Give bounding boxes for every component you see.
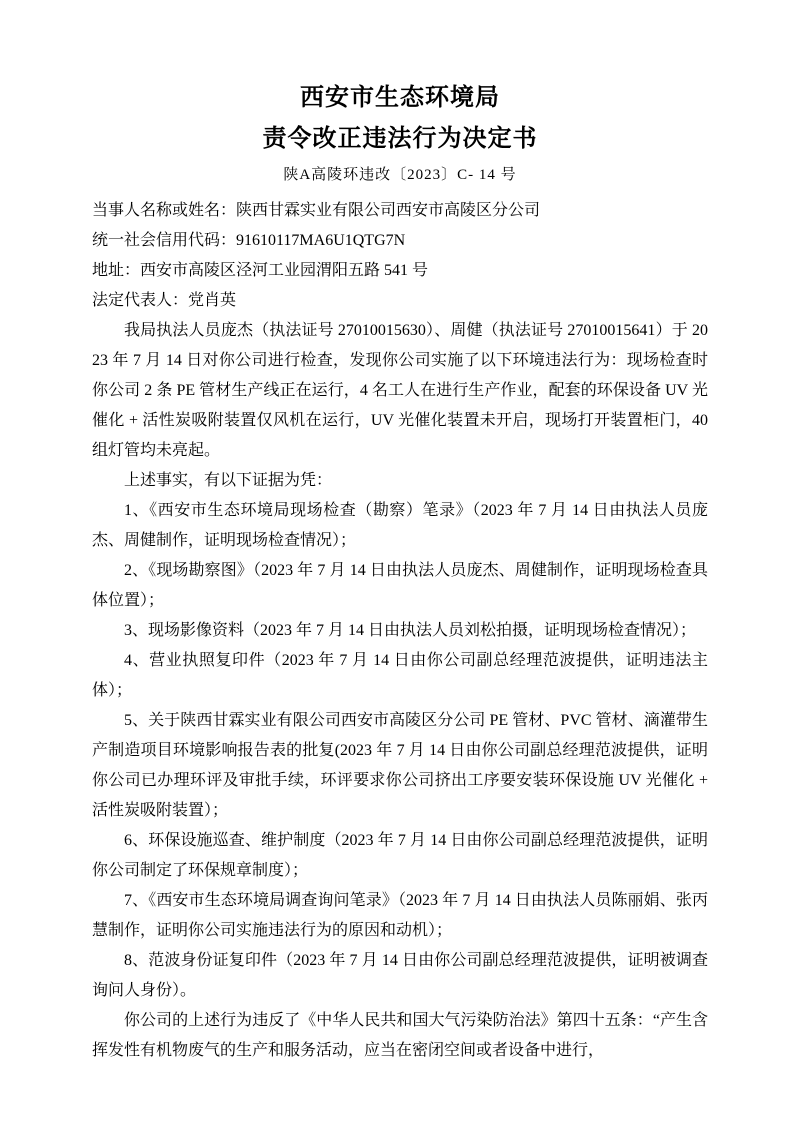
evidence-item-5: 5、关于陕西甘霖实业有限公司西安市高陵区分公司 PE 管材、PVC 管材、滴灌带生产制造项目环境影响报告表的批复(2023 年 7 月 14 日由你公司副总经理范波提供，证明你公司已办理环评及审批手续，环评要求你公司挤出工序要安装环保设施 UV 光催化 + 活性炭吸附装置）； bbox=[92, 712, 708, 819]
document-type-title: 责令改正违法行为决定书 bbox=[262, 125, 538, 152]
violation-statement-paragraph: 你公司的上述行为违反了《中华人民共和国大气污染防治法》第四十五条：“产生含挥发性有机物废气的生产和服务活动，应当在密闭空间或者设备中进行， bbox=[92, 1012, 708, 1059]
evidence-item-6: 6、环保设施巡查、维护制度（2023 年 7 月 14 日由你公司副总经理范波提供，证明你公司制定了环保规章制度）； bbox=[92, 832, 708, 879]
credit-code-line: 统一社会信用代码：91610117MA6U1QTG7N bbox=[92, 232, 406, 249]
inspection-findings-paragraph: 我局执法人员庞杰（执法证号 27010015630）、周健（执法证号 27010015641）于 2023 年 7 月 14 日对你公司进行检查，发现你公司实施了以下环境违法行为：现场检查时你公司 2 条 PE 管材生产线正在运行，4 名工人在进行生产作业，配套的环保设备 UV 光催化 + 活性炭吸附装置仅风机在运行，UV 光催化装置未开启，现场打开装置柜门，40 组灯管均未亮起。 bbox=[92, 322, 708, 459]
address-line: 地址：西安市高陵区泾河工业园渭阳五路 541 号 bbox=[92, 262, 429, 279]
evidence-item-2: 2、《现场勘察图》（2023 年 7 月 14 日由执法人员庞杰、周健制作，证明现场检查具体位置）； bbox=[92, 562, 708, 609]
evidence-item-8: 8、范波身份证复印件（2023 年 7 月 14 日由你公司副总经理范波提供，证明被调查询问人身份）。 bbox=[92, 952, 708, 999]
document-number: 陕A高陵环违改〔2023〕C- 14 号 bbox=[283, 167, 517, 183]
evidence-item-4: 4、营业执照复印件（2023 年 7 月 14 日由你公司副总经理范波提供，证明违法主体）； bbox=[92, 652, 708, 699]
evidence-item-7: 7、《西安市生态环境局调查询问笔录》（2023 年 7 月 14 日由执法人员陈丽娟、张丙慧制作，证明你公司实施违法行为的原因和动机）； bbox=[92, 892, 708, 939]
title-block bbox=[92, 86, 708, 151]
evidence-item-1: 1、《西安市生态环境局现场检查（勘察）笔录》（2023 年 7 月 14 日由执法人员庞杰、周健制作，证明现场检查情况）； bbox=[92, 502, 708, 549]
evidence-intro-line: 上述事实，有以下证据为凭： bbox=[124, 472, 333, 489]
party-name-line: 当事人名称或姓名：陕西甘霖实业有限公司西安市高陵区分公司 bbox=[92, 202, 541, 219]
document-body bbox=[92, 196, 708, 1066]
agency-title: 西安市生态环境局 bbox=[300, 84, 500, 111]
evidence-item-3: 3、现场影像资料（2023 年 7 月 14 日由执法人员刘松拍摄，证明现场检查情况）； bbox=[124, 622, 697, 639]
legal-representative-line: 法定代表人：党肖英 bbox=[92, 292, 237, 309]
